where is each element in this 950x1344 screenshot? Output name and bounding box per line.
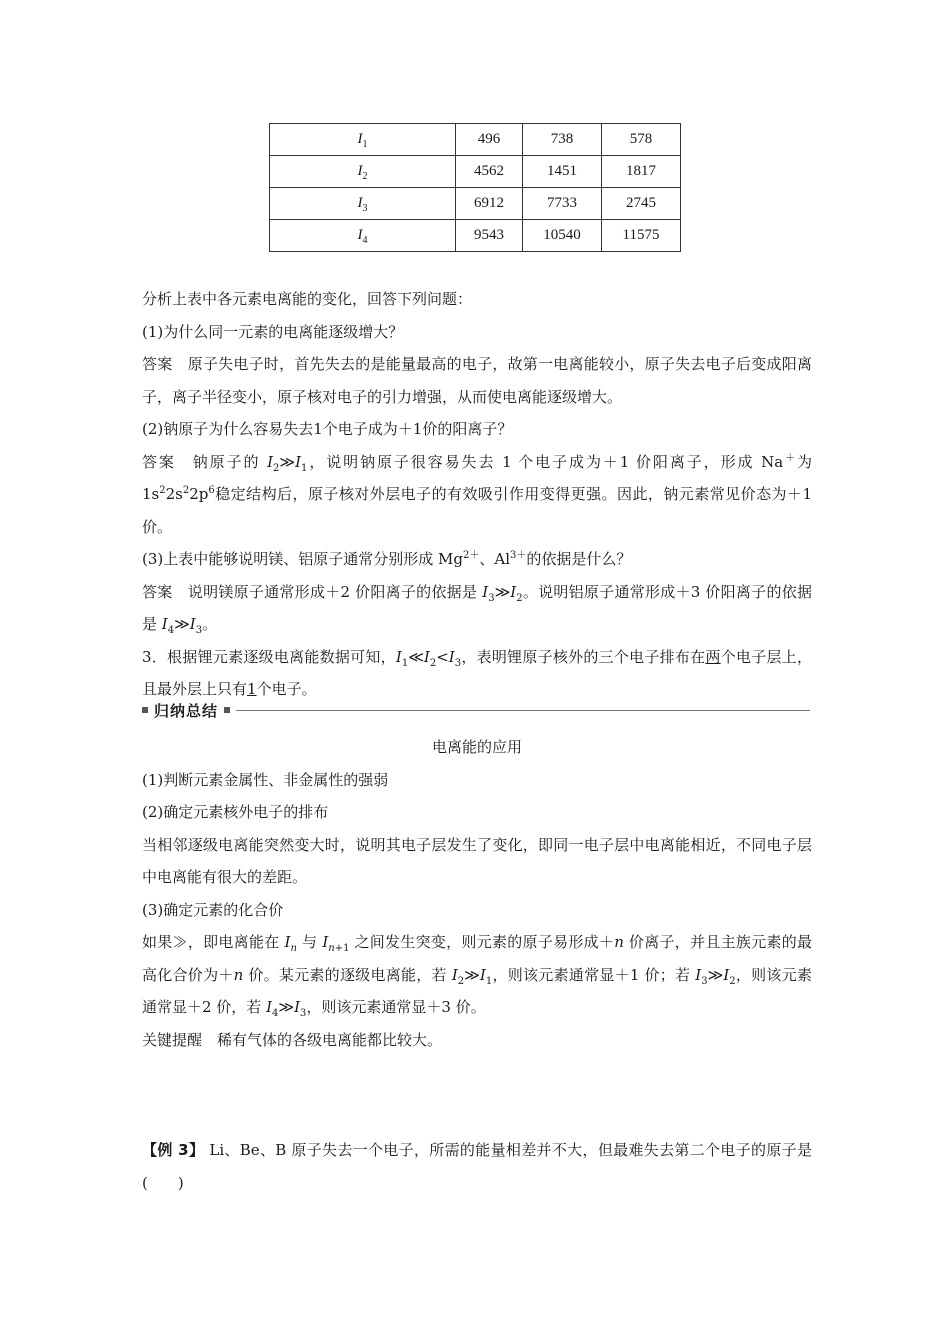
square-bullet-icon — [224, 707, 230, 713]
summary-item-3: (3)确定元素的化合价 — [142, 900, 284, 919]
ionization-energy-table — [269, 123, 681, 252]
answer-1: 答案 原子失电子时，首先失去的是能量最高的电子，故第一电离能较小，原子失去电子后变成阳离子，离子半径变小，原子核对电子的引力增强，从而使电离能逐级增大。 — [142, 355, 812, 406]
row-label: $I_1$ — [270, 124, 456, 156]
table-row — [270, 124, 681, 156]
summary-title: 电离能的应用 — [431, 738, 522, 756]
blank-answer-two: 两 — [705, 647, 721, 666]
summary-section — [142, 731, 812, 1056]
divider — [236, 710, 810, 711]
table-cell: 578 — [602, 124, 681, 156]
summary-heading — [142, 698, 810, 722]
table-cell: 7733 — [523, 188, 602, 220]
summary-item-3-text: 如果≫，即电离能在 $I_n$ 与 $I_{n+1}$ 之间发生突变，则元素的原子易形成＋n 价离子，并且主族元素的最高化合价为＋n 价。某元素的逐级电离能，若 $I_2≫I_1$，则该元素通常显＋1 价；若 $I_3≫I_2$，则该元素通常显＋2 价，若 $I_4≫I_3$，则该元素通常显＋3 价。 — [142, 933, 812, 1019]
question-2: (2)钠原子为什么容易失去1个电子成为＋1价的阳离子？ — [142, 420, 513, 438]
question-3: (3)上表中能够说明镁、铝原子通常分别形成 $Mg^{2+}$、$Al^{3+}$的依据是什么？ — [142, 550, 632, 568]
example-3 — [142, 1134, 812, 1199]
example-tag: 【例 3】 — [142, 1141, 205, 1159]
table-cell: 738 — [523, 124, 602, 156]
table-cell: 496 — [456, 124, 523, 156]
row-label: $I_3$ — [270, 188, 456, 220]
table-cell: 2745 — [602, 188, 681, 220]
analysis-intro: 分析上表中各元素电离能的变化，回答下列问题： — [142, 290, 473, 308]
table-cell: 1817 — [602, 156, 681, 188]
table-cell: 9543 — [456, 220, 523, 252]
summary-item-2-text: 当相邻逐级电离能突然变大时，说明其电子层发生了变化，即同一电子层中电离能相近，不同电子层中电离能有很大的差距。 — [142, 835, 812, 886]
table-cell: 1451 — [523, 156, 602, 188]
question-1: (1)为什么同一元素的电离能逐级增大？ — [142, 322, 404, 341]
table-row — [270, 188, 681, 220]
table-cell: 11575 — [602, 220, 681, 252]
table-row — [270, 156, 681, 188]
table-row — [270, 220, 681, 252]
blank-answer-one: 1 — [247, 680, 257, 698]
row-label: $I_2$ — [270, 156, 456, 188]
key-tip: 关键提醒 稀有气体的各级电离能都比较大。 — [142, 1030, 443, 1049]
summary-item-2: (2)确定元素核外电子的排布 — [142, 803, 329, 821]
paragraph-3: 3．根据锂元素逐级电离能数据可知，$I_1≪I_2<I_3$，表明锂原子核外的三个电子排布在两个电子层上，且最外层上只有1个电子。 — [142, 647, 812, 698]
answer-2: 答案 钠原子的 $I_2≫I_1$，说明钠原子很容易失去 1 个电子成为＋1 价阳离子，形成 Na＋为 $1s^22s^22p^6$稳定结构后，原子核对外层电子的有效吸引作用变得更强。因此，钠元素常见价态为＋1 价。 — [142, 452, 813, 536]
row-label: $I_4$ — [270, 220, 456, 252]
square-bullet-icon — [142, 707, 148, 713]
table-cell: 4562 — [456, 156, 523, 188]
example-text: Li、Be、B 原子失去一个电子，所需的能量相差并不大，但最难失去第二个电子的原子是( ) — [142, 1141, 812, 1192]
analysis-section — [142, 283, 812, 706]
table-cell: 10540 — [523, 220, 602, 252]
table-cell: 6912 — [456, 188, 523, 220]
answer-3: 答案 说明镁原子通常形成＋2 价阳离子的依据是 $I_3≫I_2$。说明铝原子通常形成＋3 价阳离子的依据是 $I_4≫I_3$。 — [142, 582, 812, 636]
summary-heading-label: 归纳总结 — [154, 701, 219, 720]
summary-item-1: (1)判断元素金属性、非金属性的强弱 — [142, 770, 389, 789]
